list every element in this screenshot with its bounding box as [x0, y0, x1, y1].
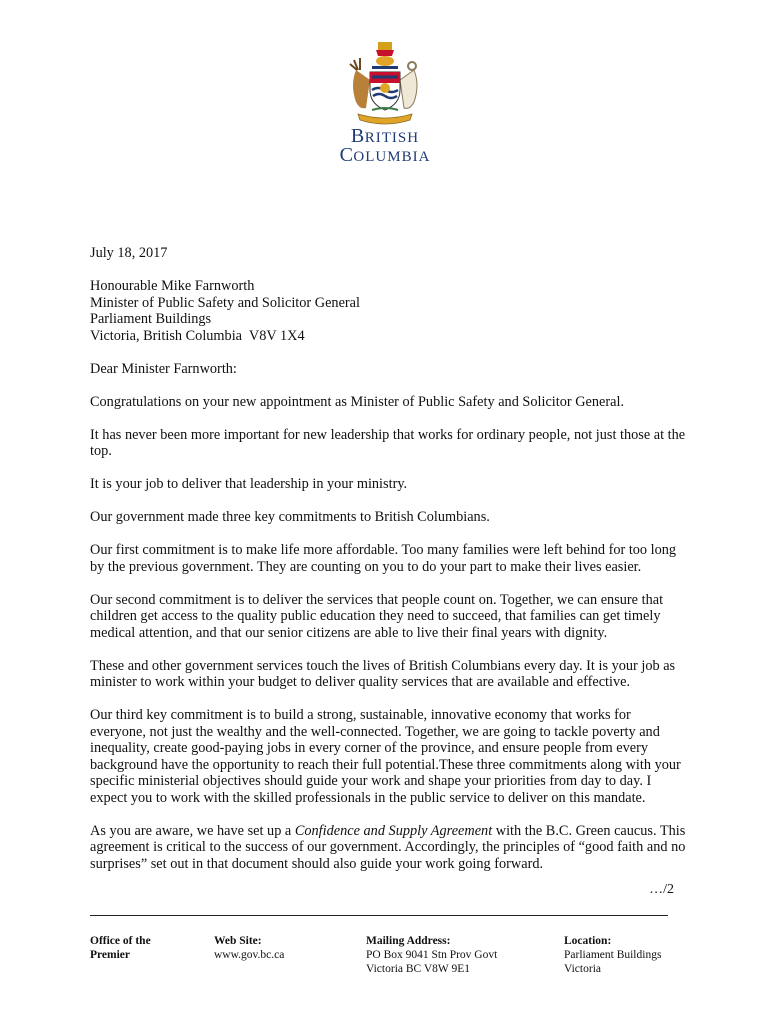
- mailing-label: Mailing Address:: [366, 935, 451, 947]
- letter-date: July 18, 2017: [90, 245, 168, 261]
- agreement-title: Confidence and Supply Agreement: [294, 822, 493, 839]
- bc-logo: [330, 40, 440, 166]
- recipient-address: [90, 278, 690, 344]
- office-label: Office of the: [90, 935, 151, 947]
- footer-website: [214, 934, 354, 962]
- mailing-line: Victoria BC V8W 9E1: [366, 963, 470, 975]
- office-label: Premier: [90, 949, 131, 961]
- salutation: Dear Minister Farnworth:: [90, 360, 237, 377]
- address-line: Victoria, British Columbia V8V 1X4: [90, 327, 305, 344]
- paragraph: Congratulations on your new appointment as Minister of Public Safety and Solicitor General.: [90, 393, 625, 410]
- letter-body: [90, 245, 690, 889]
- page-continuation-marker: …/2: [649, 882, 674, 897]
- agreement-text-before: As you are aware, we have set up a: [90, 822, 295, 839]
- logo-wordmark: [330, 125, 440, 166]
- address-line: Parliament Buildings: [90, 311, 212, 327]
- footer-location: [564, 934, 704, 976]
- logo-line-1: BRITISH: [350, 125, 420, 147]
- location-line: Parliament Buildings: [564, 949, 662, 961]
- location-label: Location:: [564, 935, 612, 947]
- mailing-line: PO Box 9041 Stn Prov Govt: [366, 949, 498, 961]
- paragraph: Our second commitment is to deliver the services that people count on. Together, we can ensure that children get access to the quality public education they need to succeed, that families can get timely medical attention, and that our senior citizens are able to live their final years with dignity.: [90, 591, 664, 641]
- paragraph: Our government made three key commitments to British Columbians.: [90, 509, 490, 525]
- paragraph: It is your job to deliver that leadership in your ministry.: [90, 476, 408, 492]
- location-line: Victoria: [564, 963, 601, 975]
- paragraph: Our first commitment is to make life more affordable. Too many families were left behind for too long by the previous government. They are counting on you to do your part to make their lives easier.: [90, 542, 677, 575]
- footer-divider: [90, 915, 668, 916]
- address-line: Minister of Public Safety and Solicitor General: [90, 294, 360, 311]
- paragraph: Our third key commitment is to build a strong, sustainable, innovative economy that works for everyone, not just the wealthy and the well-connected. Together, we are going to tackle poverty and inequality, create good-paying jobs in every corner of the province, and ensure people from every background have the opportunity to reach their full potential.These three commitments along with your specific ministerial objectives should guide your work and shape your priorities from day to day. I expect you to work with the skilled professionals in the public service to deliver on this mandate.: [90, 707, 681, 806]
- paragraph-agreement: [90, 823, 690, 873]
- paragraph: These and other government services touch the lives of British Columbians every day. It is your job as minister to work within your budget to deliver quality services that are available and effective.: [90, 657, 676, 690]
- address-line: Honourable Mike Farnworth: [90, 278, 255, 294]
- footer-office: [90, 934, 200, 962]
- paragraph: It has never been more important for new leadership that works for ordinary people, not just those at the top.: [90, 426, 686, 459]
- website-link[interactable]: www.gov.bc.ca: [214, 949, 285, 961]
- logo-line-2: COLUMBIA: [339, 144, 431, 166]
- agreement-text-after: with the B.C. Green caucus. This agreement is critical to the success of our government. Accordingly, the principles of “good faith and no surprises” set out in that document should also guide your work going forward.: [90, 822, 686, 872]
- bc-coat-of-arms-icon: [342, 40, 428, 128]
- website-label: Web Site:: [214, 935, 262, 947]
- footer-mailing-address: [366, 934, 556, 976]
